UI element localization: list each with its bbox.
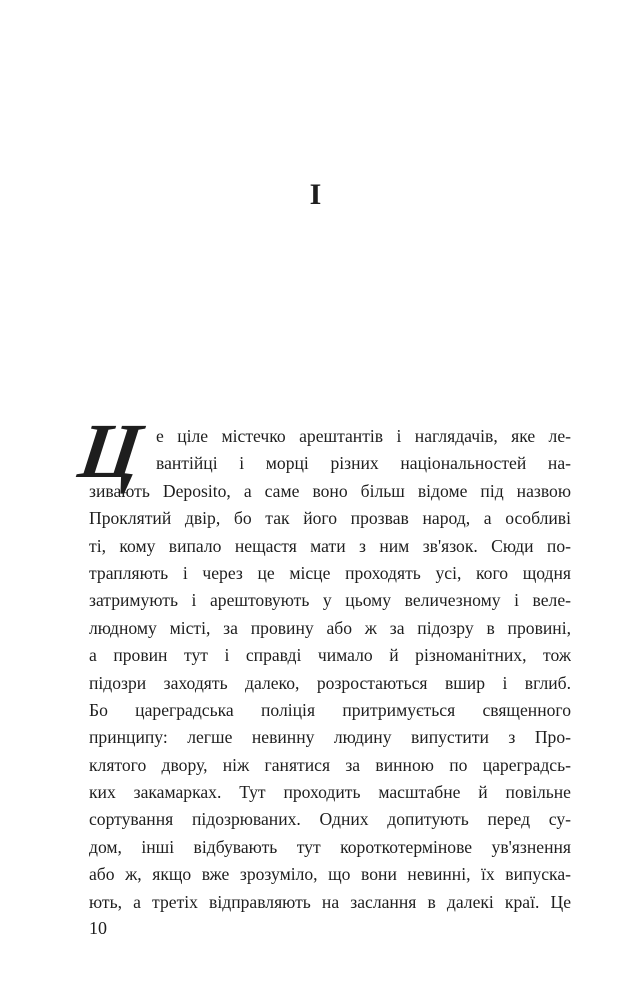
- text-line: ють, а третіх відправляють на заслання в далекі краї. Це: [89, 891, 571, 912]
- page-number: 10: [89, 918, 107, 938]
- text-line: дом, інші відбувають тут короткотермінове ув'язнення: [89, 836, 571, 857]
- text-line: ких закамарках. Тут проходить масштабне й повільне: [89, 782, 571, 803]
- drop-cap: Ц: [73, 407, 147, 494]
- text-line: а провин тут і справді чимало й різноманітних, тож: [89, 645, 571, 666]
- text-line: Проклятий двір, бо так його прозвав народ, а особливі: [89, 508, 571, 529]
- text-line: вантійці і морці різних національностей на-: [156, 453, 571, 474]
- text-line: принципу: легше невинну людину випустити з Про-: [89, 727, 571, 748]
- chapter-heading: І: [309, 178, 322, 211]
- text-line: людному місті, за провину або ж за підозру в провині,: [89, 617, 571, 638]
- text-line: сортування підозрюваних. Одних допитують перед су-: [89, 809, 571, 830]
- text-line: Бо цареградська поліція притримується священного: [89, 699, 571, 720]
- body-text: [89, 423, 571, 916]
- text-line: трапляють і через це місце проходять усі, кого щодня: [89, 562, 571, 583]
- text-line: ті, кому випало нещастя мати з ним зв'язок. Сюди по-: [89, 535, 571, 556]
- text-line: підозри заходять далеко, розростаються вшир і вглиб.: [89, 672, 571, 693]
- text-line: клятого двору, ніж ганятися за винною по цареградсь-: [89, 754, 571, 775]
- text-line: зивають Deposito, а саме воно більш відоме під назвою: [89, 480, 571, 501]
- text-line: або ж, якщо вже зрозуміло, що вони невинні, їх випуска-: [89, 864, 571, 885]
- text-line: е ціле містечко арештантів і наглядачів, яке ле-: [156, 426, 571, 446]
- text-line: затримують і арештовують у цьому величезному і веле-: [89, 590, 571, 611]
